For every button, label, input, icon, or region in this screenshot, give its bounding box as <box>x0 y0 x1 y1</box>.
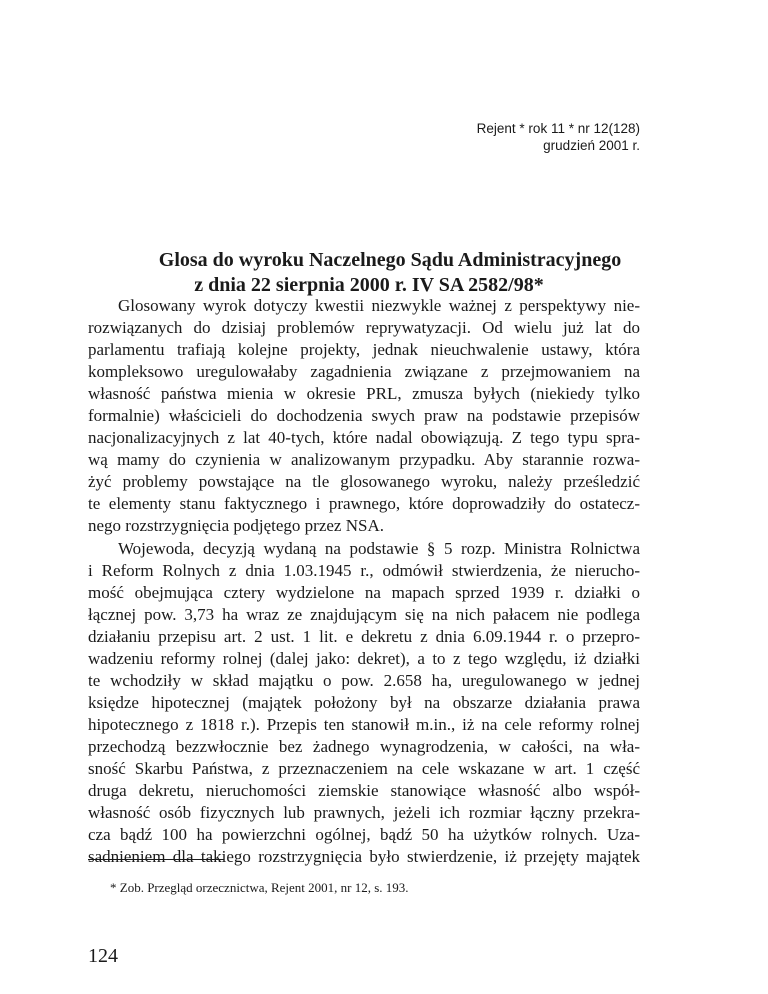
body-line: sność Skarbu Państwa, z przeznaczeniem na cele wskazane w art. 1 część <box>88 758 640 778</box>
article-title <box>0 248 768 298</box>
body-line: własność państwa mienia w okresie PRL, zmusza byłych (niekiedy tylko <box>88 384 640 404</box>
body-line: księdze hipotecznej (majątek położony był na obszarze działania prawa <box>88 692 640 712</box>
journal-header <box>477 120 640 154</box>
body-line: łącznej pow. 3,73 ha wraz ze znajdującym się na nich pałacem nie podlega <box>88 604 640 624</box>
body-line: formalnie) właścicieli do dochodzenia swych praw na podstawie przepisów <box>88 406 640 426</box>
body-line: kompleksowo uregulowałaby zagadnienia związane z przejmowaniem na <box>88 362 640 382</box>
body-line: mość obejmująca cztery wydzielone na mapach sprzed 1939 r. działki o <box>88 582 640 602</box>
body-line: Wojewoda, decyzją wydaną na podstawie § 5 rozp. Ministra Rolnictwa <box>118 538 640 558</box>
body-line: i Reform Rolnych z dnia 1.03.1945 r., odmówił stwierdzenia, że nierucho- <box>88 560 640 580</box>
page-number: 124 <box>88 945 118 967</box>
body-line: wą mamy do czynienia w analizowanym przypadku. Aby starannie rozwa- <box>88 450 640 470</box>
body-line: działaniu przepisu art. 2 ust. 1 lit. e dekretu z dnia 6.09.1944 r. o przepro- <box>88 626 640 646</box>
body-line: przechodzą bezzwłocznie bez żadnego wynagrodzenia, w całości, na wła- <box>88 736 640 756</box>
body-line: hipotecznego z 1818 r.). Przepis ten stanowił m.in., iż na cele reformy rolnej <box>88 714 640 734</box>
body-line: sadnieniem dla takiego rozstrzygnięcia było stwierdzenie, iż przejęty majątek <box>88 847 640 867</box>
article-title-line-1: Glosa do wyroku Naczelnego Sądu Administracyjnego <box>158 249 622 271</box>
footnote-separator <box>88 859 224 860</box>
body-line: żyć problemy powstające na tle glosowanego wyroku, należy prześledzić <box>88 472 640 492</box>
body-line: te wchodziły w skład majątku o pow. 2.658 ha, uregulowanego w jednej <box>88 670 640 690</box>
body-line: nacjonalizacyjnych z lat 40-tych, które nadal obowiązują. Z tego typu spra- <box>88 428 640 448</box>
body-line: nego rozstrzygnięcia podjętego przez NSA. <box>88 516 384 536</box>
article-body <box>88 295 640 868</box>
journal-issue-line: Rejent * rok 11 * nr 12(128) <box>476 121 640 136</box>
body-line: druga dekretu, nieruchomości ziemskie stanowiące własność albo współ- <box>88 781 640 801</box>
journal-date-line: grudzień 2001 r. <box>543 138 640 153</box>
body-line: rozwiązanych do dzisiaj problemów reprywatyzacji. Od wielu już lat do <box>88 318 640 338</box>
body-line: Glosowany wyrok dotyczy kwestii niezwykle ważnej z perspektywy nie- <box>118 296 640 315</box>
body-line: te elementy stanu faktycznego i prawnego, które doprowadziły do ostatecz- <box>88 494 640 514</box>
body-line: cza bądź 100 ha powierzchni ogólnej, bądź 50 ha użytków rolnych. Uza- <box>88 825 640 845</box>
article-title-line-2: z dnia 22 sierpnia 2000 r. IV SA 2582/98* <box>194 274 544 296</box>
footnote: * Zob. Przegląd orzecznictwa, Rejent 2001, nr 12, s. 193. <box>110 880 409 895</box>
body-line: parlamentu trafiają kolejne projekty, jednak nieuchwalenie ustawy, która <box>88 340 640 360</box>
body-line: własność osób fizycznych lub prawnych, jeżeli ich rozmiar łączny przekra- <box>88 803 640 823</box>
body-line: wadzeniu reformy rolnej (dalej jako: dekret), a to z tego względu, iż działki <box>88 648 640 668</box>
